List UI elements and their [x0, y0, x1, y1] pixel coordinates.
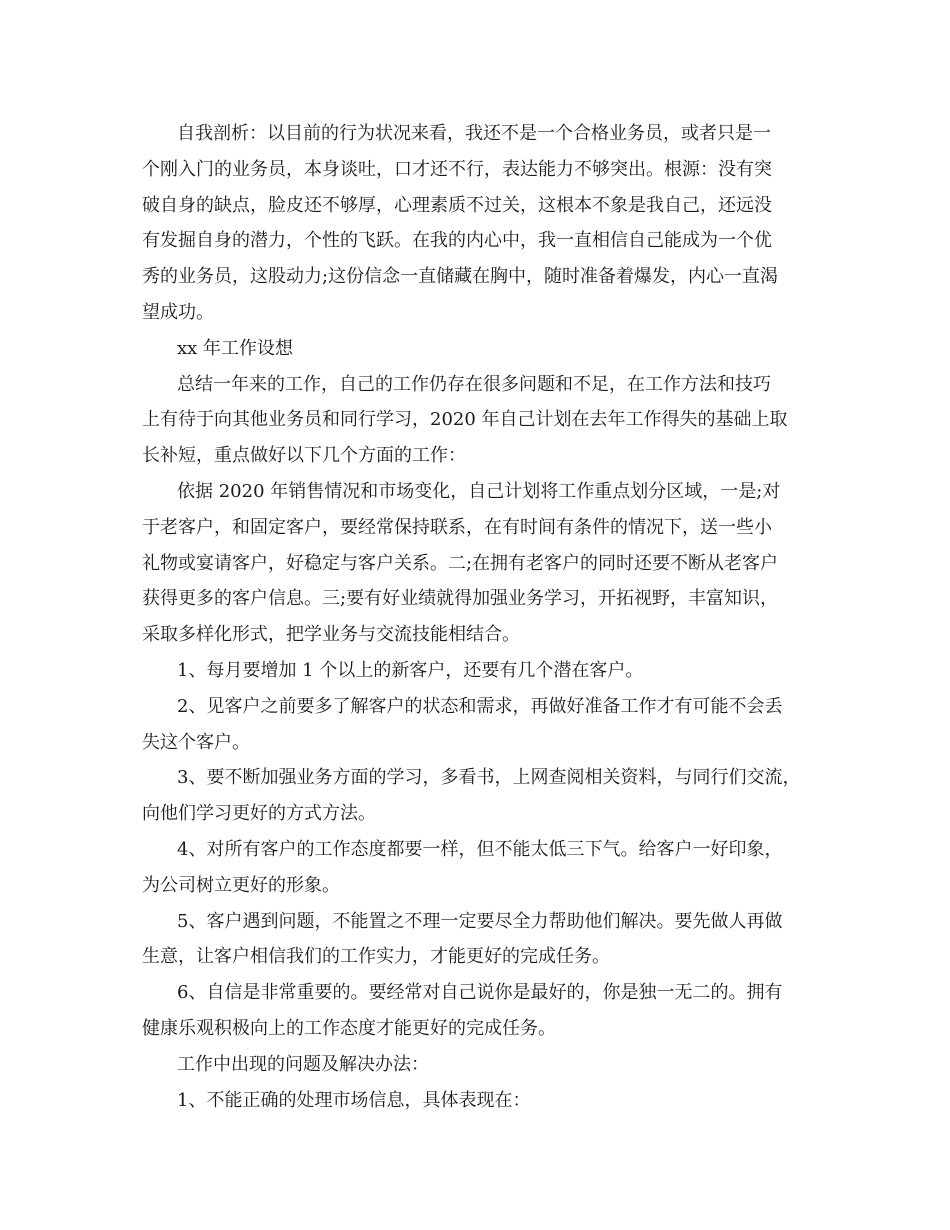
document-line: 健康乐观积极向上的工作态度才能更好的完成任务。: [142, 1017, 556, 1039]
document-line: 1、每月要增加 1 个以上的新客户，还要有几个潜在客户。: [177, 659, 644, 681]
document-line: 获得更多的客户信息。三;要有好业绩就得加强业务学习，开拓视野，丰富知识，: [142, 588, 779, 610]
document-line: 于老客户，和固定客户，要经常保持联系，在有时间有条件的情况下，送一些小: [142, 516, 772, 538]
document-line: 失这个客户。: [142, 731, 250, 753]
document-line: 依据 2020 年销售情况和市场变化，自己计划将工作重点划分区域，一是;对: [177, 480, 781, 502]
document-line: 向他们学习更好的方式方法。: [142, 803, 376, 825]
document-line: 1、不能正确的处理市场信息，具体表现在：: [177, 1089, 531, 1111]
document-line: 2、见客户之前要多了解客户的状态和需求，再做好准备工作才有可能不会丢: [177, 695, 783, 717]
document-line: 自我剖析：以目前的行为状况来看，我还不是一个合格业务员，或者只是一: [177, 123, 771, 144]
document-line: 望成功。: [142, 301, 214, 323]
document-line: 4、对所有客户的工作态度都要一样，但不能太低三下气。给客户一好印象，: [177, 838, 783, 860]
document-line: 采取多样化形式，把学业务与交流技能相结合。: [142, 624, 520, 646]
document-line: 破自身的缺点，脸皮还不够厚，心理素质不过关，这根本不象是我自己，还远没: [142, 194, 772, 216]
document-line: 总结一年来的工作，自己的工作仍存在很多问题和不足，在工作方法和技巧: [177, 373, 771, 395]
document-line: 个刚入门的业务员，本身谈吐，口才还不行，表达能力不够突出。根源：没有突: [142, 158, 772, 180]
document-line: 5、客户遇到问题，不能置之不理一定要尽全力帮助他们解决。要先做人再做: [177, 910, 783, 932]
document-line: 长补短，重点做好以下几个方面的工作：: [142, 445, 466, 467]
document-line: 6、自信是非常重要的。要经常对自己说你是最好的，你是独一无二的。拥有: [177, 982, 783, 1004]
document-line: 礼物或宴请客户，好稳定与客户关系。二;在拥有老客户的同时还要不断从老客户: [142, 552, 779, 574]
document-line: 生意，让客户相信我们的工作实力，才能更好的完成任务。: [142, 946, 610, 968]
document-line: 3、要不断加强业务方面的学习，多看书，上网查阅相关资料，与同行们交流，: [177, 767, 801, 789]
document-line: 秀的业务员，这股动力;这份信念一直储藏在胸中，随时准备着爆发，内心一直渴: [142, 266, 779, 288]
document-line: 工作中出现的问题及解决办法：: [177, 1053, 429, 1075]
document-body: [142, 116, 822, 1118]
document-line: 有发掘自身的潜力，个性的飞跃。在我的内心中，我一直相信自己能成为一个优: [142, 230, 772, 252]
document-line: 上有待于向其他业务员和同行学习，2020 年自己计划在去年工作得失的基础上取: [142, 409, 788, 431]
document-line: xx 年工作设想: [177, 337, 294, 359]
document-line: 为公司树立更好的形象。: [142, 874, 340, 896]
